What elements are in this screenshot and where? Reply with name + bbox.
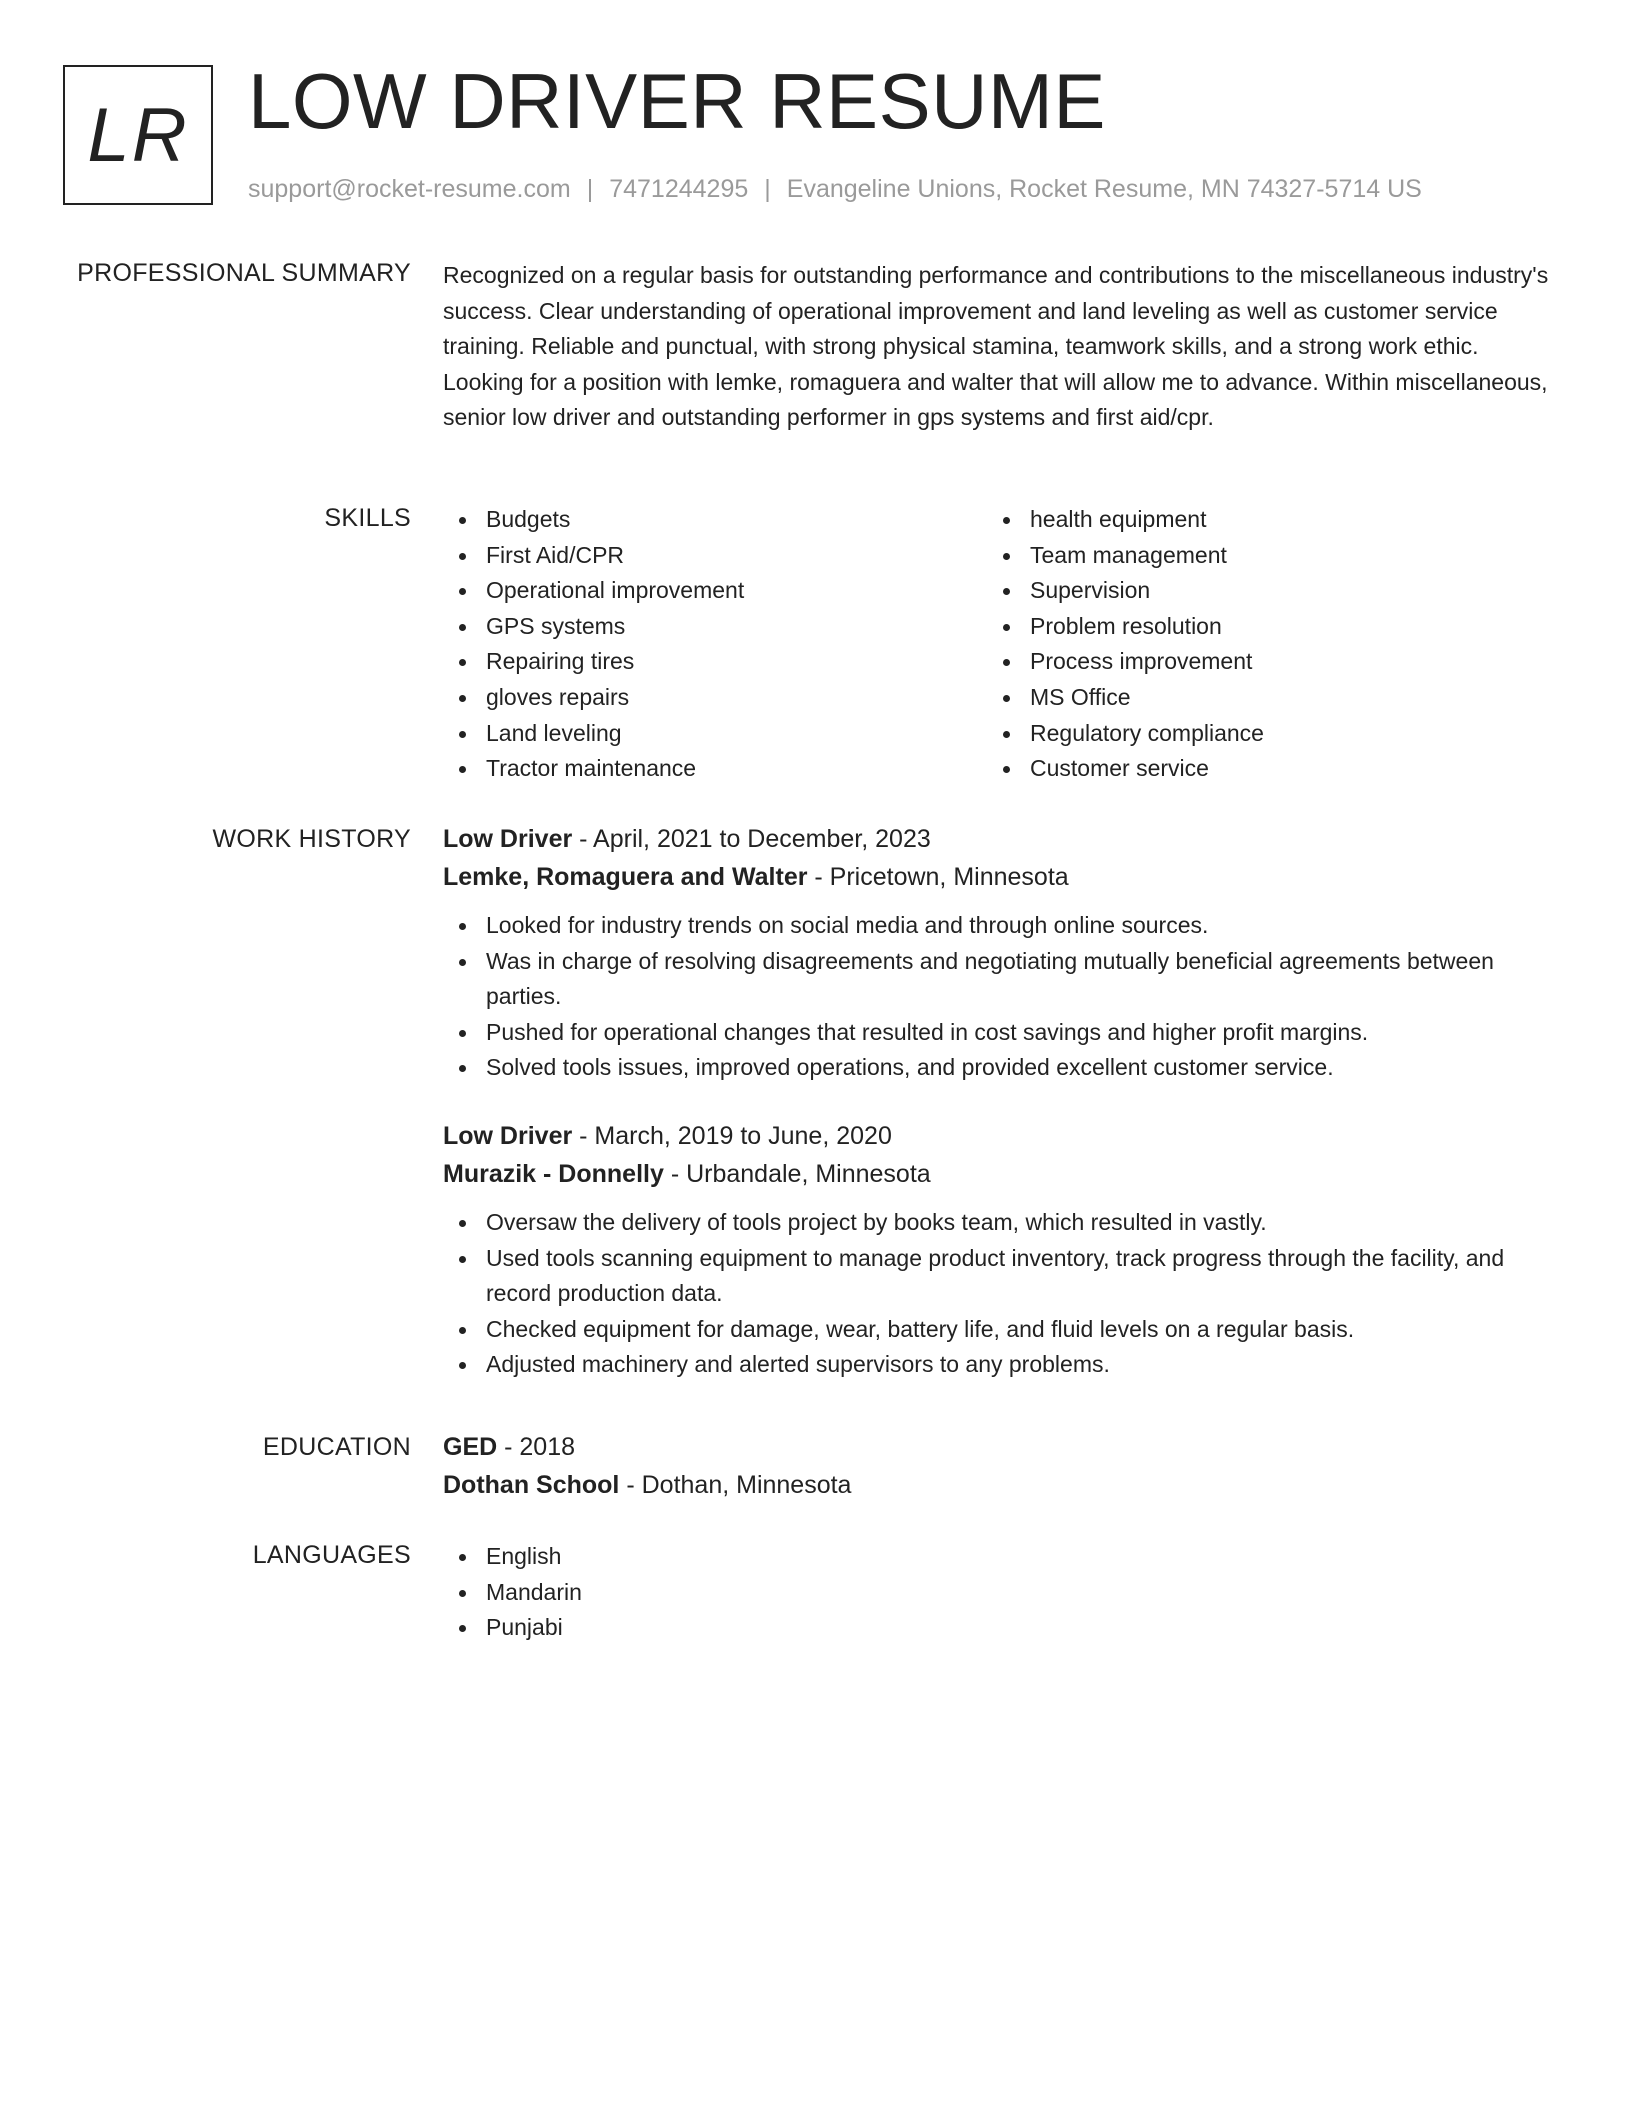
job-location: - Urbandale, Minnesota	[663, 1159, 931, 1188]
job-company-line	[443, 858, 1555, 896]
job-company: Lemke, Romaguera and Walter	[443, 863, 808, 891]
job-dates: - March, 2019 to June, 2020	[572, 1121, 892, 1150]
skill-item: health equipment	[987, 502, 1531, 538]
skill-item: Customer service	[987, 751, 1531, 787]
contact-phone: 7471244295	[609, 175, 749, 203]
job-title-line	[443, 820, 1555, 858]
summary-text: Recognized on a regular basis for outstanding performance and contributions to the miscellaneous industry's success. Clear understanding of operational improvement and land leveling as well as customer service training. Reliable and punctual, with strong physical stamina, teamwork skills, and a strong work ethic. Looking for a position with lemke, romaguera and walter that will allow me to advance. Within miscellaneous, senior low driver and outstanding performer in gps systems and first aid/cpr.	[443, 262, 1549, 431]
education-degree-line	[443, 1428, 1555, 1466]
skill-item: Team management	[987, 538, 1531, 574]
job-duty-item: Was in charge of resolving disagreements and negotiating mutually beneficial agreements between parties.	[443, 944, 1555, 1015]
contact-line	[248, 172, 1422, 206]
job-entry	[443, 1117, 1555, 1383]
job-duty-item: Looked for industry trends on social media and through online sources.	[443, 908, 1555, 944]
skill-item: MS Office	[987, 680, 1531, 716]
job-role: Low Driver	[443, 825, 573, 853]
skill-item: Supervision	[987, 573, 1531, 609]
skills-list-left	[443, 502, 987, 787]
skills-list-right	[987, 502, 1531, 787]
language-item: Mandarin	[443, 1575, 1555, 1611]
job-duties	[443, 908, 1555, 1086]
contact-address: Evangeline Unions, Rocket Resume, MN 74327-5714 US	[786, 175, 1422, 203]
job-entry	[443, 820, 1555, 1086]
job-duty-item: Checked equipment for damage, wear, battery life, and fluid levels on a regular basis.	[443, 1312, 1555, 1348]
skill-item: Land leveling	[443, 716, 987, 752]
contact-separator: |	[764, 175, 771, 203]
section-title-summary: PROFESSIONAL SUMMARY	[77, 259, 411, 287]
skill-item: Budgets	[443, 502, 987, 538]
languages-list	[443, 1539, 1555, 1646]
skill-item: Problem resolution	[987, 609, 1531, 645]
section-title-education: EDUCATION	[262, 1433, 411, 1461]
job-company-line	[443, 1155, 1555, 1193]
skill-item: Regulatory compliance	[987, 716, 1531, 752]
skill-item: Repairing tires	[443, 644, 987, 680]
job-title-line	[443, 1117, 1555, 1155]
job-duty-item: Pushed for operational changes that resulted in cost savings and higher profit margins.	[443, 1015, 1555, 1051]
section-title-languages: LANGUAGES	[252, 1541, 411, 1569]
education-school: Dothan School	[443, 1471, 620, 1499]
language-item: Punjabi	[443, 1610, 1555, 1646]
language-item: English	[443, 1539, 1555, 1575]
contact-separator: |	[586, 175, 594, 203]
job-duty-item: Adjusted machinery and alerted supervisors to any problems.	[443, 1347, 1555, 1383]
skill-item: Process improvement	[987, 644, 1531, 680]
skill-item: First Aid/CPR	[443, 538, 987, 574]
job-dates: - April, 2021 to December, 2023	[572, 825, 931, 853]
education-school-line	[443, 1466, 1555, 1504]
section-title-skills: SKILLS	[324, 504, 411, 532]
job-role: Low Driver	[443, 1121, 573, 1150]
job-duty-item: Solved tools issues, improved operations, and provided excellent customer service.	[443, 1050, 1555, 1086]
job-company: Murazik - Donnelly	[443, 1159, 664, 1188]
job-duty-item: Used tools scanning equipment to manage product inventory, track progress through the facility, and record production data.	[443, 1241, 1555, 1312]
job-duties	[443, 1205, 1555, 1383]
skill-item: Tractor maintenance	[443, 751, 987, 787]
section-title-work-history: WORK HISTORY	[212, 825, 411, 853]
education-location: - Dothan, Minnesota	[619, 1471, 852, 1499]
skill-item: GPS systems	[443, 609, 987, 645]
job-duty-item: Oversaw the delivery of tools project by books team, which resulted in vastly.	[443, 1205, 1555, 1241]
education-year: - 2018	[497, 1433, 576, 1461]
job-location: - Pricetown, Minnesota	[807, 863, 1069, 891]
resume-title: LOW DRIVER RESUME	[248, 57, 1106, 145]
monogram-logo: LR	[63, 65, 213, 205]
education-degree: GED	[443, 1433, 498, 1461]
skill-item: gloves repairs	[443, 680, 987, 716]
skill-item: Operational improvement	[443, 573, 987, 609]
contact-email: support@rocket-resume.com	[248, 175, 571, 203]
